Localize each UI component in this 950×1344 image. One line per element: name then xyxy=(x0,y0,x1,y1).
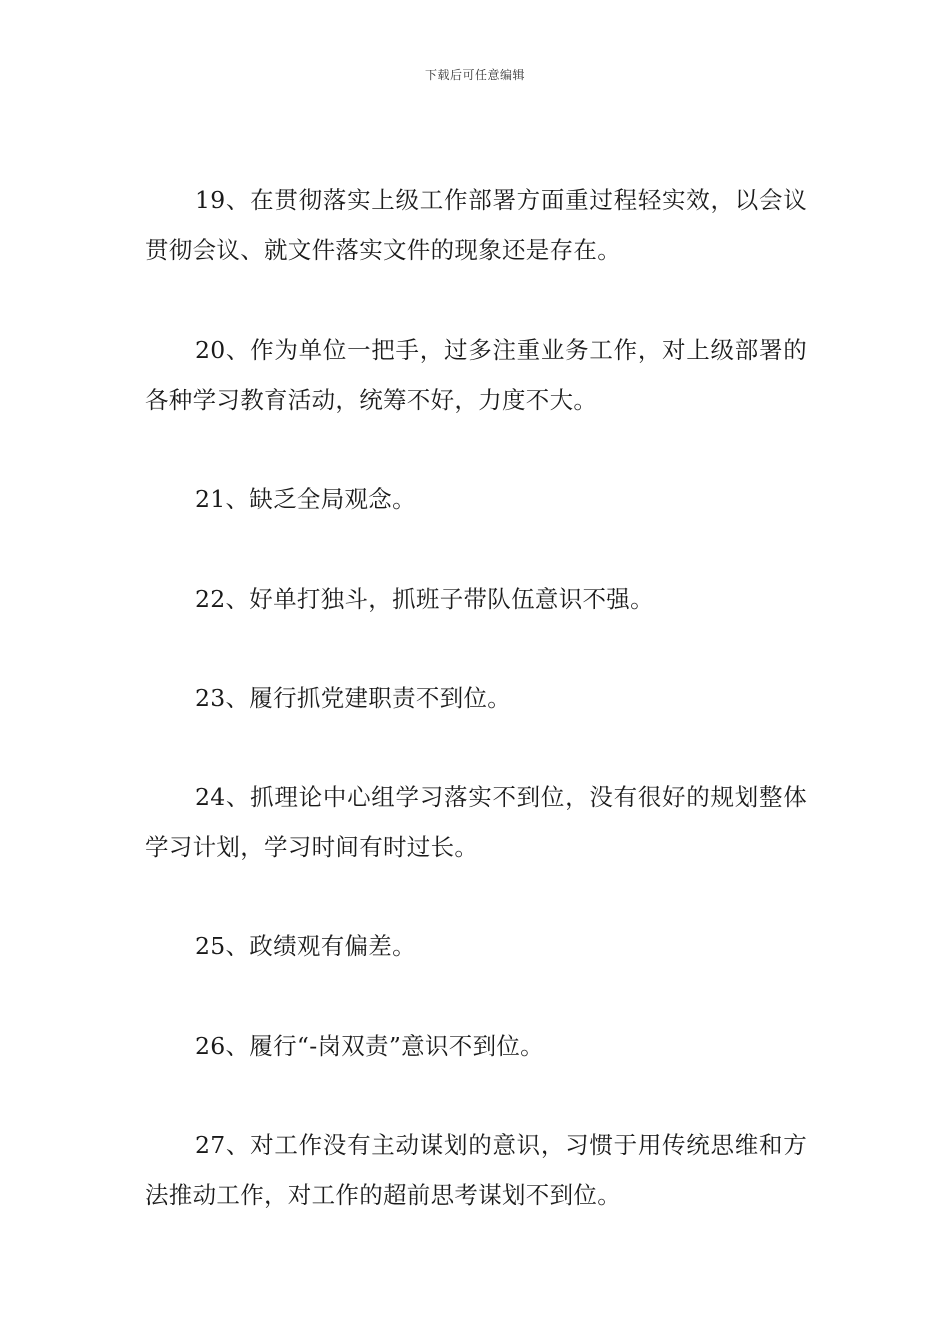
paragraph-21: 21、缺乏全局观念。 xyxy=(195,485,416,513)
paragraph-26: 26、履行“-岗双责”意识不到位。 xyxy=(195,1032,544,1060)
paragraph-20: 20、作为单位一把手，过多注重业务工作，对上级部署的各种学习教育活动，统筹不好，力度不大。 xyxy=(145,336,807,414)
page-header: 下载后可任意编辑 xyxy=(424,68,525,82)
paragraph-22: 22、好单打独斗，抓班子带队伍意识不强。 xyxy=(195,585,654,613)
paragraph-27: 27、对工作没有主动谋划的意识，习惯于用传统思维和方法推动工作，对工作的超前思考谋划不到位。 xyxy=(145,1131,807,1209)
paragraph-19: 19、在贯彻落实上级工作部署方面重过程轻实效，以会议贯彻会议、就文件落实文件的现象还是存在。 xyxy=(145,186,807,264)
paragraph-24: 24、抓理论中心组学习落实不到位，没有很好的规划整体学习计划，学习时间有时过长。 xyxy=(145,783,807,861)
paragraph-23: 23、履行抓党建职责不到位。 xyxy=(195,684,512,712)
paragraph-25: 25、政绩观有偏差。 xyxy=(195,932,416,960)
